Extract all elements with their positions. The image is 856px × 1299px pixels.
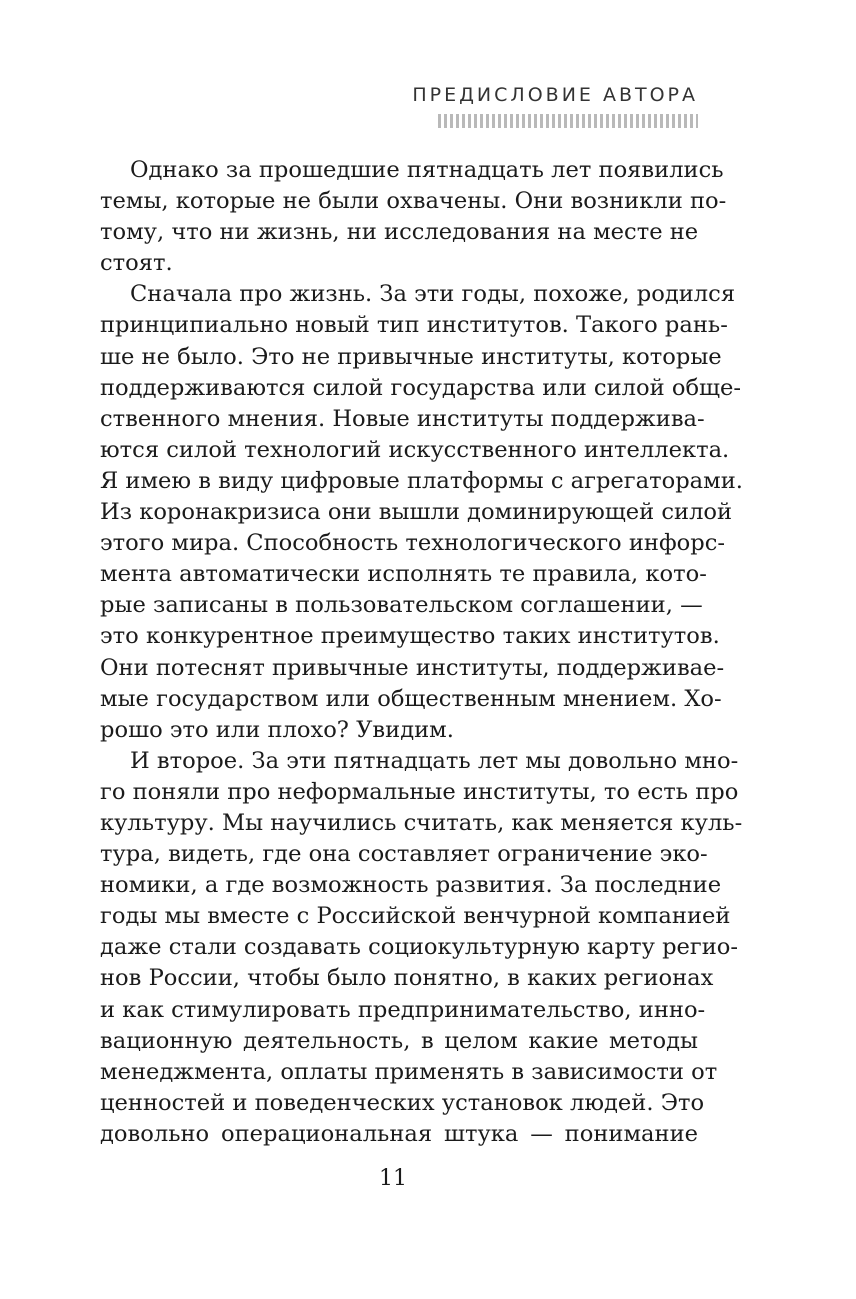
text-line: и как стимулировать предпринимательство, инно-: [100, 996, 706, 1023]
text-line: номики, а где возможность развития. За последние: [100, 872, 722, 899]
text-line: ше не было. Это не привычные институты, которые: [100, 343, 722, 370]
text-line: Из коронакризиса они вышли доминирующей силой: [100, 499, 733, 526]
text-line: Однако за прошедшие пятнадцать лет появились: [130, 157, 724, 183]
text-line: темы, которые не были охвачены. Они возникли по-: [100, 188, 727, 215]
text-line: стоят.: [100, 250, 173, 277]
text-line: тому, что ни жизнь, ни исследования на месте не: [100, 219, 699, 246]
text-line: годы мы вместе с Российской венчурной компанией: [100, 903, 731, 930]
text-line: принципиально новый тип институтов. Такого рань-: [100, 312, 728, 339]
text-line: рошо это или плохо? Увидим.: [100, 716, 454, 743]
page-body: [100, 155, 743, 1150]
text-line: тура, видеть, где она составляет ограничение эко-: [100, 841, 708, 868]
text-line: культуру. Мы научились считать, как меняется куль-: [100, 809, 743, 836]
text-line: ценностей и поведенческих установок людей. Это: [100, 1089, 705, 1116]
text-line: мые государством или общественным мнением. Хо-: [100, 685, 722, 712]
text-line: Они потеснят привычные институты, поддерживае-: [100, 654, 725, 681]
text-line: этого мира. Способность технологического инфорс-: [100, 530, 726, 557]
text-line: вационную деятельность, в целом какие методы: [100, 1027, 698, 1054]
running-head-rule: [438, 114, 698, 128]
running-head: ПРЕДИСЛОВИЕ АВТОРА: [412, 84, 698, 106]
text-line: рые записаны в пользовательском соглашении, —: [100, 592, 703, 619]
text-line: го поняли про неформальные институты, то есть про: [100, 778, 739, 805]
text-line: даже стали создавать социокультурную карту регио-: [100, 934, 739, 961]
text-line: ются силой технологий искусственного интеллекта.: [100, 436, 730, 463]
text-line: мента автоматически исполнять те правила, кото-: [100, 561, 707, 588]
text-line: Я имею в виду цифровые платформы с агрегаторами.: [100, 467, 743, 494]
text-line: довольно операциональная штука — понимание: [100, 1120, 698, 1147]
text-line: поддерживаются силой государства или силой обще-: [100, 374, 742, 401]
text-line: нов России, чтобы было понятно, в каких регионах: [100, 965, 714, 992]
text-line: это конкурентное преимущество таких институтов.: [100, 623, 720, 650]
text-line: ственного мнения. Новые институты поддержива-: [100, 405, 705, 432]
text-line: И второе. За эти пятнадцать лет мы довольно мно-: [130, 747, 739, 774]
text-line: Сначала про жизнь. За эти годы, похоже, родился: [130, 281, 736, 308]
page-number: 11: [379, 1166, 407, 1191]
text-line: менеджмента, оплаты применять в зависимости от: [100, 1058, 718, 1085]
